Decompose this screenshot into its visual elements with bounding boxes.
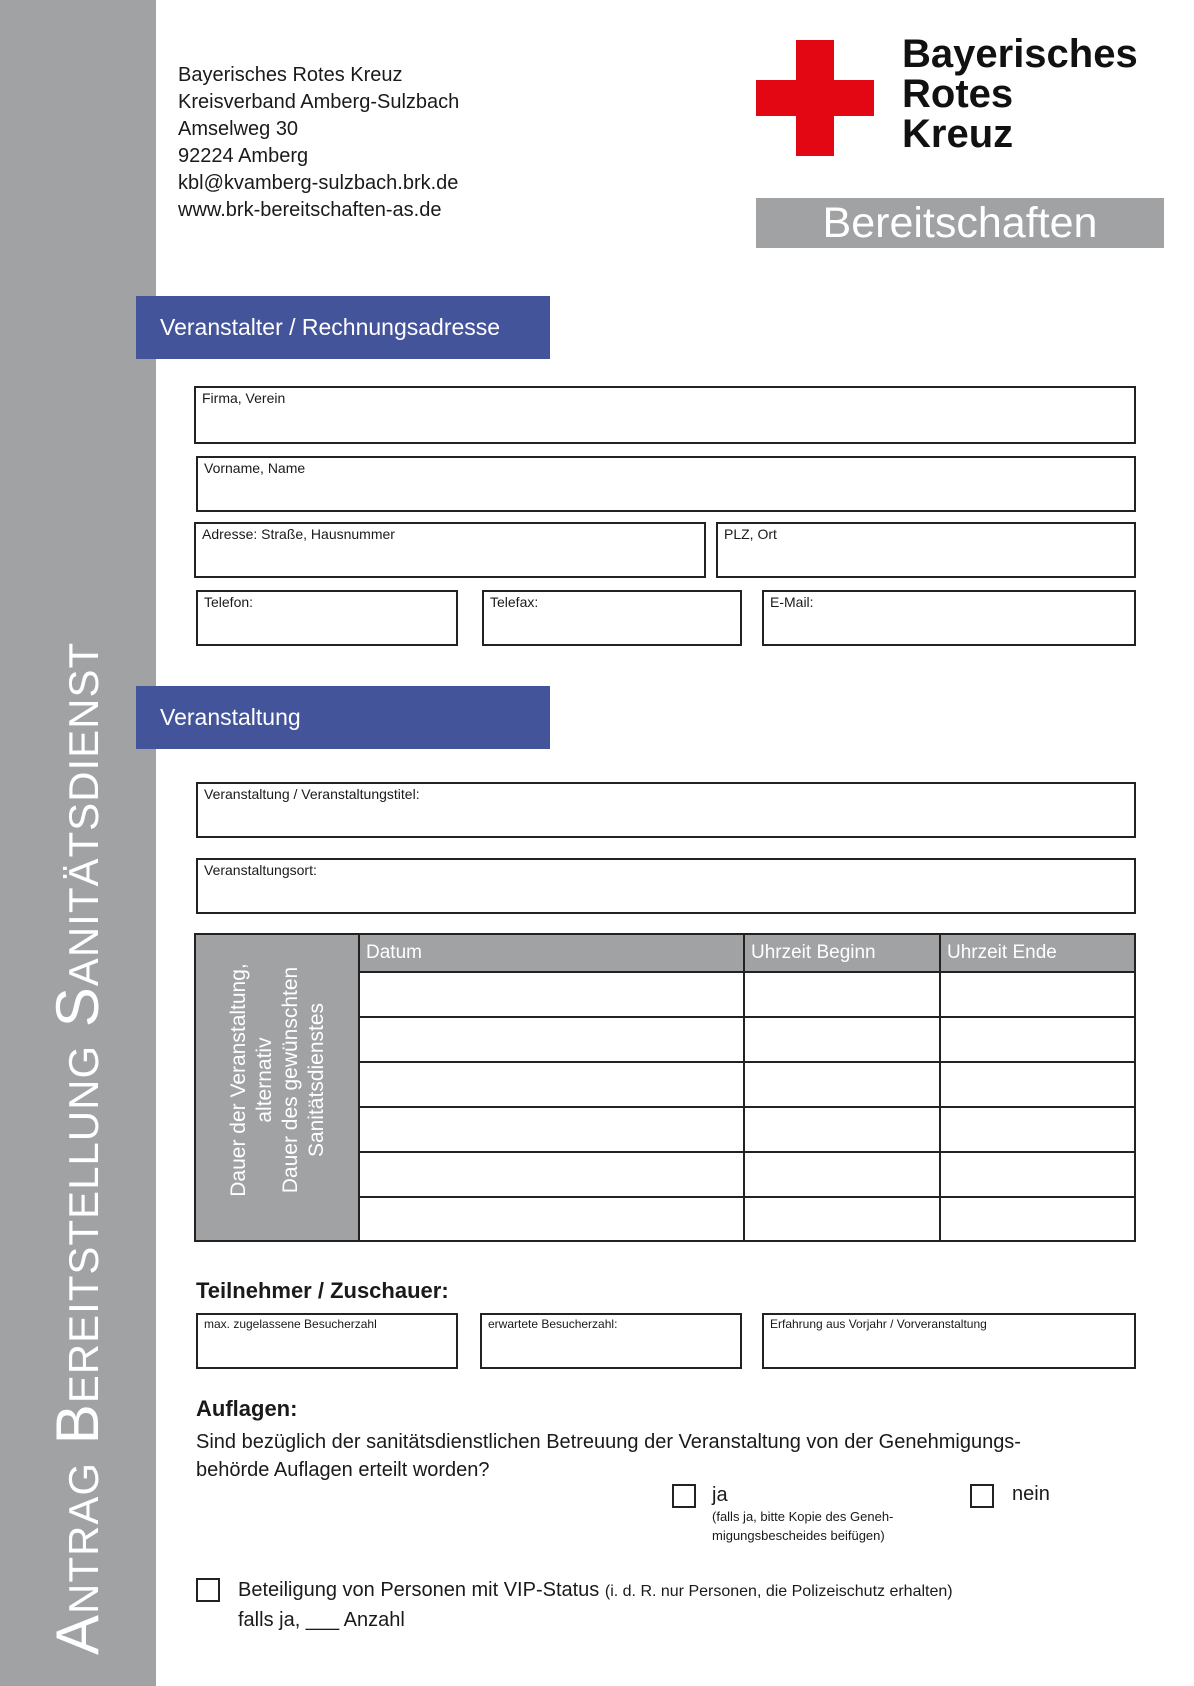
ja-note bbox=[712, 1507, 893, 1545]
field-label: erwartete Besucherzahl: bbox=[488, 1317, 618, 1331]
vip-text bbox=[238, 1576, 953, 1634]
vip-checkbox[interactable] bbox=[196, 1578, 220, 1602]
ende-cell[interactable] bbox=[940, 972, 1134, 1017]
column-header-datum: Datum bbox=[360, 935, 744, 972]
field-label: E-Mail: bbox=[770, 594, 814, 610]
datum-cell[interactable] bbox=[360, 1152, 744, 1197]
field-label: Veranstaltungsort: bbox=[204, 862, 317, 878]
ende-cell[interactable] bbox=[940, 1197, 1134, 1241]
field-veranstaltungsort[interactable] bbox=[196, 858, 1136, 914]
section-header-veranstaltung: Veranstaltung bbox=[136, 686, 550, 749]
datum-cell[interactable] bbox=[360, 1062, 744, 1107]
note-line: (falls ja, bitte Kopie des Geneh- bbox=[712, 1509, 894, 1524]
field-erfahrung[interactable] bbox=[762, 1313, 1136, 1369]
vip-note: (i. d. R. nur Personen, die Polizeischutz erhalten) bbox=[604, 1583, 953, 1600]
section-header-veranstalter: Veranstalter / Rechnungsadresse bbox=[136, 296, 550, 359]
ende-cell[interactable] bbox=[940, 1152, 1134, 1197]
table-row bbox=[360, 1107, 1134, 1152]
sender-address bbox=[178, 62, 459, 224]
field-email[interactable] bbox=[762, 590, 1136, 646]
vip-anzahl: falls ja, ___ Anzahl bbox=[238, 1609, 405, 1631]
side-label-line: Sanitätsdienstes bbox=[305, 1002, 328, 1158]
beginn-cell[interactable] bbox=[744, 972, 940, 1017]
teilnehmer-heading: Teilnehmer / Zuschauer: bbox=[196, 1278, 449, 1303]
ja-checkbox[interactable] bbox=[672, 1484, 696, 1508]
field-telefax[interactable] bbox=[482, 590, 742, 646]
side-label-line: Dauer der Veranstaltung, bbox=[227, 963, 250, 1197]
field-label: Telefax: bbox=[490, 594, 539, 610]
field-adresse[interactable] bbox=[194, 522, 706, 578]
table-row bbox=[360, 1062, 1134, 1107]
auflagen-heading: Auflagen: bbox=[196, 1396, 298, 1421]
vip-label: Beteiligung von Personen mit VIP-Status bbox=[238, 1579, 600, 1601]
datum-cell[interactable] bbox=[360, 1017, 744, 1062]
field-plz-ort[interactable] bbox=[716, 522, 1136, 578]
side-label-line: alternativ bbox=[253, 1037, 276, 1123]
beginn-cell[interactable] bbox=[744, 1062, 940, 1107]
datum-cell[interactable] bbox=[360, 972, 744, 1017]
note-line: migungsbescheides beifügen) bbox=[712, 1528, 885, 1543]
ja-label: ja bbox=[712, 1484, 728, 1506]
address-website: www.brk-bereitschaften-as.de bbox=[178, 199, 442, 221]
field-veranstaltungstitel[interactable] bbox=[196, 782, 1136, 838]
ende-cell[interactable] bbox=[940, 1017, 1134, 1062]
table-row bbox=[360, 972, 1134, 1017]
table-row bbox=[360, 1017, 1134, 1062]
table-row bbox=[360, 1152, 1134, 1197]
address-line: 92224 Amberg bbox=[178, 145, 309, 167]
column-header-ende: Uhrzeit Ende bbox=[940, 935, 1134, 972]
brand-line: Kreuz bbox=[902, 112, 1014, 156]
beginn-cell[interactable] bbox=[744, 1197, 940, 1241]
field-label: PLZ, Ort bbox=[724, 526, 777, 542]
field-label: Telefon: bbox=[204, 594, 254, 610]
nein-label: nein bbox=[1012, 1483, 1050, 1505]
beginn-cell[interactable] bbox=[744, 1107, 940, 1152]
dauer-side-label bbox=[196, 935, 360, 1240]
field-firma[interactable] bbox=[194, 386, 1136, 444]
field-max-besucher[interactable] bbox=[196, 1313, 458, 1369]
field-label: Adresse: Straße, Hausnummer bbox=[202, 526, 395, 542]
sidebar-title: Antrag Bereitstellung Sanitätsdienst bbox=[44, 641, 111, 1655]
ende-cell[interactable] bbox=[940, 1107, 1134, 1152]
field-telefon[interactable] bbox=[196, 590, 458, 646]
dates-table bbox=[360, 935, 1134, 1241]
ende-cell[interactable] bbox=[940, 1062, 1134, 1107]
datum-cell[interactable] bbox=[360, 1107, 744, 1152]
address-line: Kreisverband Amberg-Sulzbach bbox=[178, 91, 460, 113]
brand-line: Rotes bbox=[902, 72, 1014, 116]
address-line: Bayerisches Rotes Kreuz bbox=[178, 64, 403, 86]
field-label: max. zugelassene Besucherzahl bbox=[204, 1317, 377, 1331]
side-label-line: Dauer des gewünschten bbox=[279, 966, 302, 1194]
address-line: Amselweg 30 bbox=[178, 118, 299, 140]
logo-subtitle: Bereitschaften bbox=[756, 198, 1164, 248]
field-label: Firma, Verein bbox=[202, 390, 286, 406]
sidebar bbox=[0, 0, 156, 1686]
field-erwartete-besucher[interactable] bbox=[480, 1313, 742, 1369]
datum-cell[interactable] bbox=[360, 1197, 744, 1241]
red-cross-icon bbox=[756, 40, 874, 156]
field-label: Vorname, Name bbox=[204, 460, 306, 476]
address-email: kbl@kvamberg-sulzbach.brk.de bbox=[178, 172, 459, 194]
brand-line: Bayerisches bbox=[902, 32, 1138, 76]
table-row bbox=[360, 1197, 1134, 1241]
auflagen-question bbox=[196, 1428, 1136, 1484]
brand-logo-text bbox=[902, 34, 1138, 154]
field-label: Erfahrung aus Vorjahr / Vorveranstaltung bbox=[770, 1317, 987, 1331]
beginn-cell[interactable] bbox=[744, 1017, 940, 1062]
question-line: Sind bezüglich der sanitätsdienstlichen Betreuung der Veranstaltung von der Genehmigungs- bbox=[196, 1431, 1021, 1453]
question-line: behörde Auflagen erteilt worden? bbox=[196, 1459, 490, 1481]
field-name[interactable] bbox=[196, 456, 1136, 512]
nein-checkbox[interactable] bbox=[970, 1484, 994, 1508]
column-header-beginn: Uhrzeit Beginn bbox=[744, 935, 940, 972]
beginn-cell[interactable] bbox=[744, 1152, 940, 1197]
dauer-table bbox=[194, 933, 1136, 1242]
field-label: Veranstaltung / Veranstaltungstitel: bbox=[204, 786, 420, 802]
